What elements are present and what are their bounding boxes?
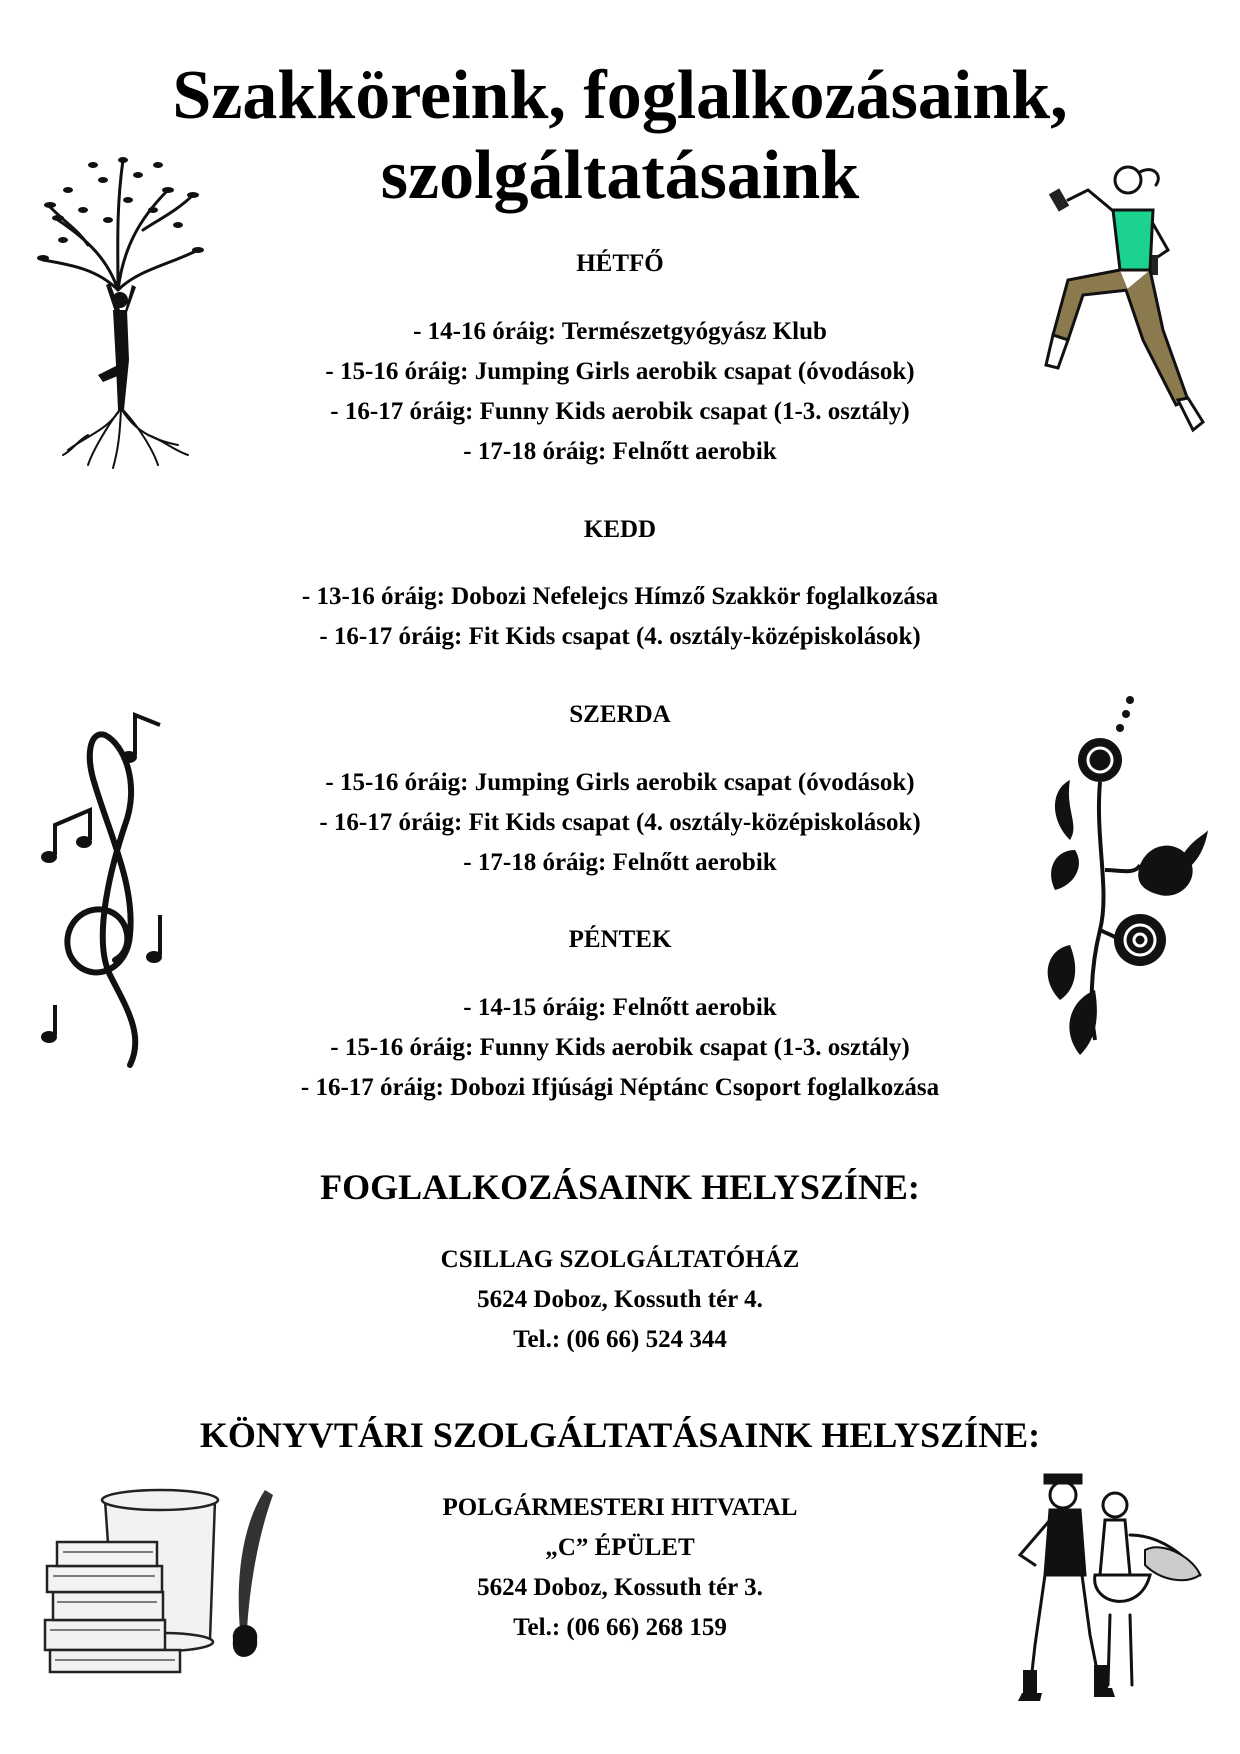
schedule-item: - 15-16 óráig: Jumping Girls aerobik csapat (óvodások) bbox=[325, 358, 915, 385]
venue-phone: Tel.: (06 66) 524 344 bbox=[513, 1326, 727, 1353]
venue-name: CSILLAG SZOLGÁLTATÓHÁZ bbox=[440, 1246, 800, 1273]
venue-heading: FOGLALKOZÁSAINK HELYSZÍNE: bbox=[320, 1167, 920, 1207]
schedule-item: - 13-16 óráig: Dobozi Nefelejcs Hímző Szakkör foglalkozása bbox=[301, 583, 939, 610]
day-heading-tuesday: KEDD bbox=[583, 516, 657, 543]
day-heading-wednesday: SZERDA bbox=[569, 701, 671, 728]
schedule-item: - 16-17 óráig: Dobozi Ifjúsági Néptánc Csoport foglalkozása bbox=[300, 1074, 940, 1101]
schedule-item: - 16-17 óráig: Fit Kids csapat (4. osztály-középiskolások) bbox=[319, 809, 921, 836]
tree-yoga-icon bbox=[28, 150, 208, 470]
schedule-item: - 16-17 óráig: Funny Kids aerobik csapat (1-3. osztály) bbox=[330, 398, 910, 425]
schedule-item: - 17-18 óráig: Felnőtt aerobik bbox=[463, 438, 777, 465]
day-heading-monday: HÉTFŐ bbox=[576, 250, 664, 277]
folk-flower-bird-icon bbox=[1040, 690, 1210, 1055]
treble-clef-icon bbox=[35, 705, 185, 1085]
library-venue-address: 5624 Doboz, Kossuth tér 3. bbox=[477, 1574, 763, 1601]
schedule-item: - 16-17 óráig: Fit Kids csapat (4. osztály-középiskolások) bbox=[319, 623, 921, 650]
schedule-item: - 15-16 óráig: Funny Kids aerobik csapat (1-3. osztály) bbox=[330, 1034, 910, 1061]
library-venue-building: „C” ÉPÜLET bbox=[545, 1534, 695, 1561]
library-venue-heading: KÖNYVTÁRI SZOLGÁLTATÁSAINK HELYSZÍNE: bbox=[199, 1415, 1041, 1455]
day-heading-friday: PÉNTEK bbox=[568, 926, 672, 953]
library-venue-name: POLGÁRMESTERI HITVATAL bbox=[442, 1494, 798, 1521]
library-venue-phone: Tel.: (06 66) 268 159 bbox=[513, 1614, 727, 1641]
dancing-woman-icon bbox=[1028, 160, 1208, 460]
title-line-2: szolgáltatásaink bbox=[380, 137, 860, 214]
folk-dancers-icon bbox=[990, 1465, 1205, 1705]
title-line-1: Szakköreink, foglalkozásaink, bbox=[172, 57, 1068, 134]
venue-address: 5624 Doboz, Kossuth tér 4. bbox=[477, 1286, 763, 1313]
schedule-item: - 14-16 óráig: Természetgyógyász Klub bbox=[413, 318, 827, 345]
schedule-item: - 14-15 óráig: Felnőtt aerobik bbox=[463, 994, 777, 1021]
schedule-item: - 17-18 óráig: Felnőtt aerobik bbox=[463, 849, 777, 876]
books-quill-icon bbox=[35, 1480, 285, 1680]
schedule-item: - 15-16 óráig: Jumping Girls aerobik csapat (óvodások) bbox=[325, 769, 915, 796]
